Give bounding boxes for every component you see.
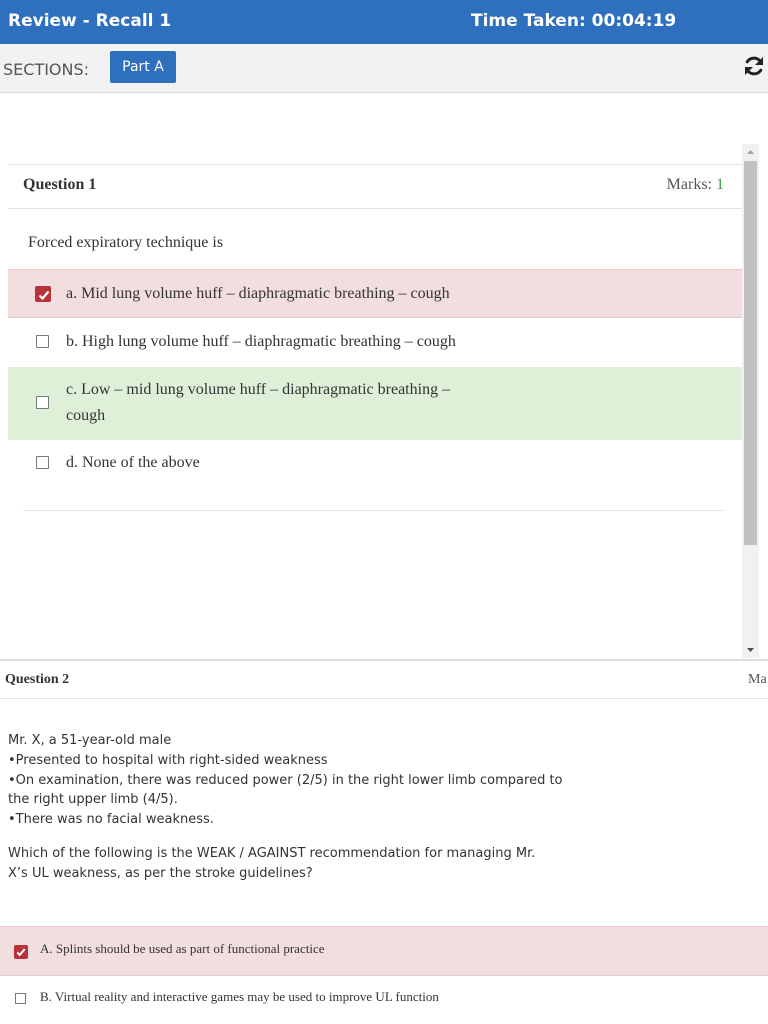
question-1-stem: Forced expiratory technique is [28, 234, 224, 251]
question-2-option-b[interactable] [0, 978, 768, 1018]
option-label-line-2: cough [66, 407, 106, 424]
checkbox-empty-icon[interactable] [36, 335, 49, 348]
checkbox-empty-icon[interactable] [36, 456, 49, 469]
question-1-container [0, 144, 768, 658]
scroll-down-arrow-icon[interactable] [742, 641, 759, 658]
question-1-marks [667, 176, 724, 194]
question-2-prompt [8, 844, 628, 884]
option-label: d. None of the above [66, 454, 200, 471]
checkbox-empty-icon[interactable] [36, 396, 49, 409]
marks-label: Marks: [666, 176, 716, 193]
option-label: B. Virtual reality and interactive games may be used to improve UL function [40, 989, 439, 1004]
question-2-option-a[interactable] [0, 926, 768, 976]
checkbox-checked-icon[interactable] [35, 286, 51, 302]
option-label: a. Mid lung volume huff – diaphragmatic breathing – cough [66, 285, 450, 302]
checkbox-checked-icon[interactable] [14, 945, 28, 959]
stem-line: the right upper limb (4/5). [8, 792, 178, 808]
question-2-title: Question 2 [5, 672, 70, 687]
checkbox-empty-icon[interactable] [15, 993, 26, 1004]
prompt-line: Which of the following is the WEAK / AGAINST recommendation for managing Mr. [8, 846, 536, 861]
question-1-option-c[interactable] [8, 367, 742, 440]
scrollbar-thumb[interactable] [744, 161, 757, 545]
option-label: A. Splints should be used as part of functional practice [40, 941, 325, 956]
question-1-option-b[interactable] [8, 318, 742, 367]
question-1-header [8, 164, 742, 209]
refresh-icon[interactable] [742, 54, 766, 78]
time-taken: Time Taken: 00:04:19 [471, 11, 677, 31]
stem-line: •Presented to hospital with right-sided weakness [8, 752, 328, 768]
divider [23, 510, 725, 511]
stem-line: Mr. X, a 51-year-old male [8, 733, 172, 748]
scrollbar[interactable] [742, 144, 759, 658]
question-2-stem [8, 731, 628, 830]
question-1-title: Question 1 [23, 176, 97, 193]
question-1-panel [8, 144, 742, 658]
question-1-option-a[interactable] [8, 269, 742, 318]
top-bar [0, 0, 768, 44]
question-2-marks: Ma [748, 672, 767, 687]
sections-label: SECTIONS: [3, 60, 90, 79]
option-label [66, 377, 450, 429]
question-2-header [0, 659, 768, 699]
sections-bar [0, 44, 768, 93]
page-title: Review - Recall 1 [8, 11, 172, 31]
prompt-line: X’s UL weakness, as per the stroke guidelines? [8, 865, 313, 881]
section-part-a-button[interactable]: Part A [110, 51, 176, 83]
stem-line: •There was no facial weakness. [8, 812, 214, 828]
option-label-line-1: c. Low – mid lung volume huff – diaphragmatic breathing – [66, 381, 451, 398]
marks-value: 1 [716, 176, 724, 193]
option-label: b. High lung volume huff – diaphragmatic breathing – cough [66, 333, 456, 350]
question-1-option-d[interactable] [8, 440, 742, 489]
stem-line: •On examination, there was reduced power (2/5) in the right lower limb compared to [8, 772, 563, 788]
scroll-up-arrow-icon[interactable] [742, 144, 759, 161]
